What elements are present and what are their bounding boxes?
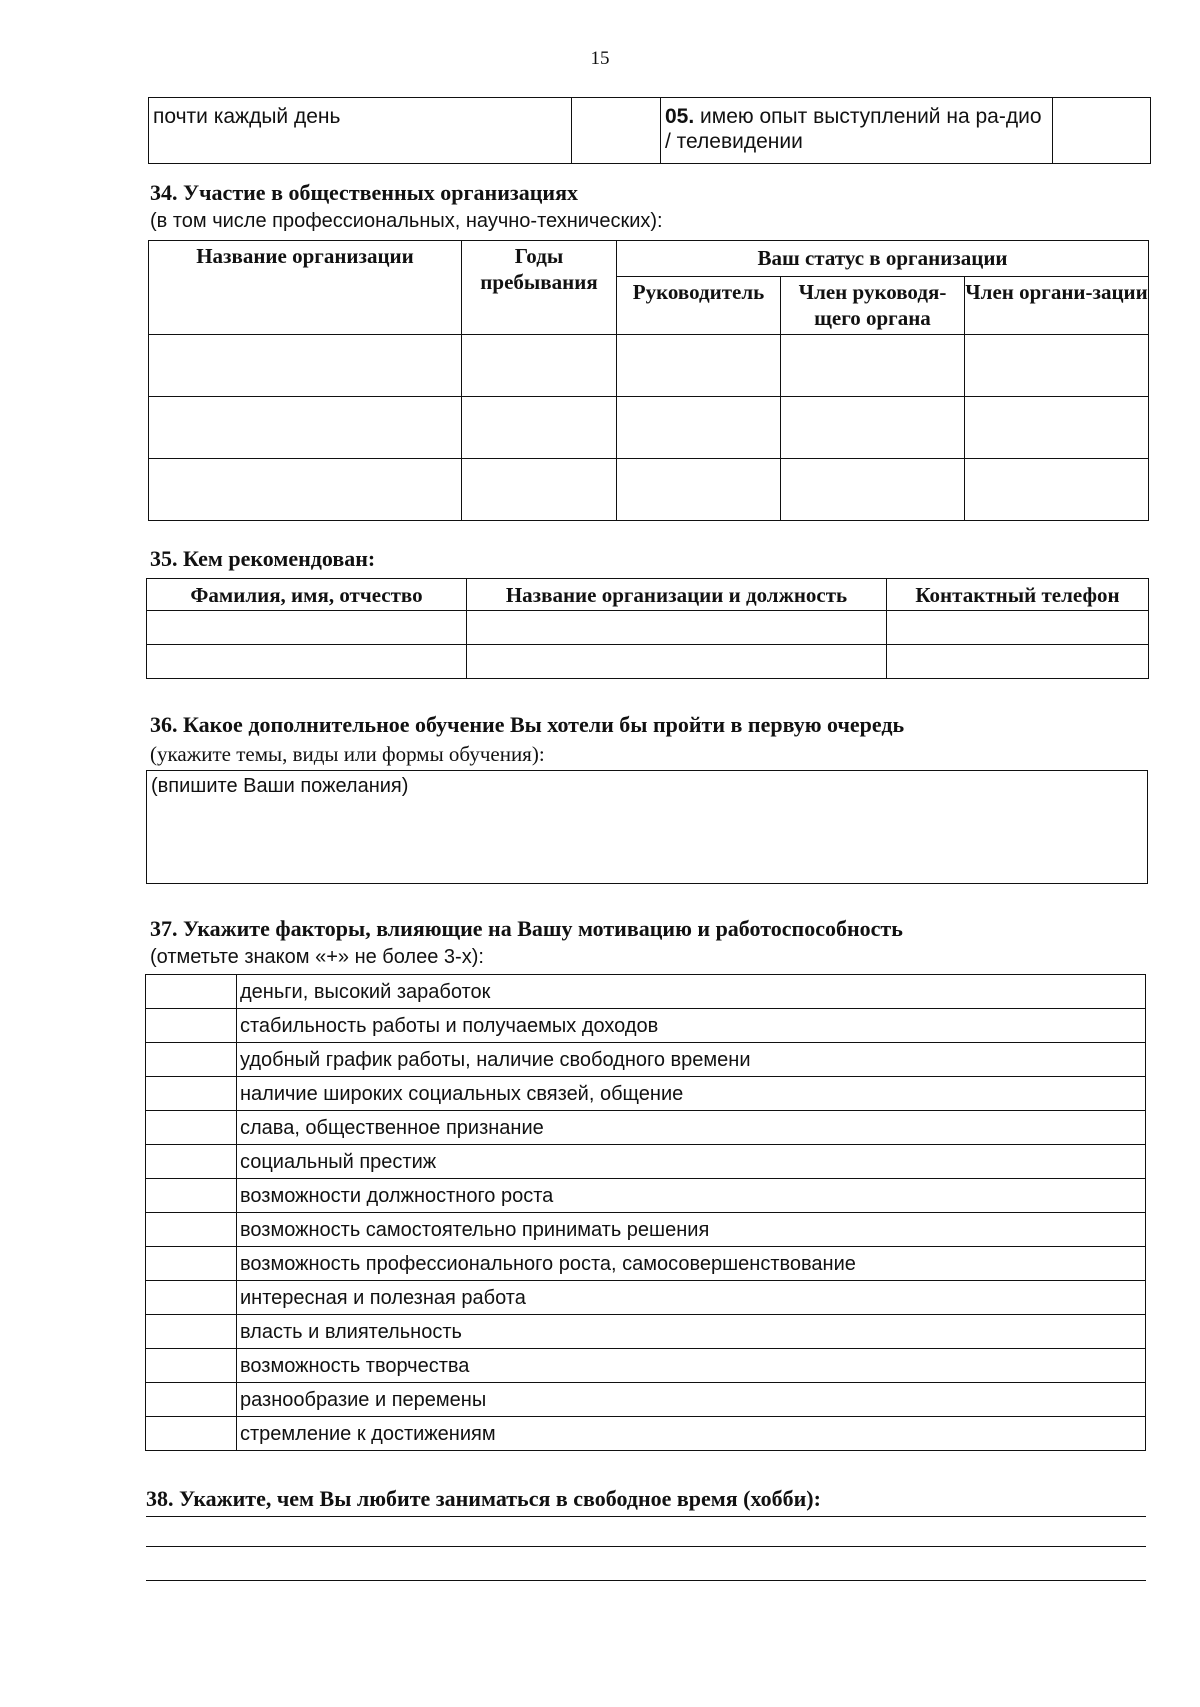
experience-option <box>661 98 1053 164</box>
factor-label: возможность самостоятельно принимать решения <box>237 1213 1146 1247</box>
table-row <box>146 1349 1146 1383</box>
top-continuation-table <box>148 97 1151 164</box>
fio-cell[interactable] <box>147 611 467 645</box>
recommenders-table <box>146 578 1149 679</box>
q35-title: 35. Кем рекомендован: <box>150 546 376 571</box>
factor-checkbox[interactable] <box>146 1315 237 1349</box>
years-cell[interactable] <box>462 335 617 397</box>
org-name-cell[interactable] <box>149 397 462 459</box>
phone-header: Контактный телефон <box>887 579 1149 611</box>
factor-checkbox[interactable] <box>146 1383 237 1417</box>
q36-subtitle: (укажите темы, виды или формы обучения): <box>150 742 545 766</box>
leader-header: Руководитель <box>617 277 781 335</box>
table-row <box>146 1009 1146 1043</box>
org-position-cell[interactable] <box>467 611 887 645</box>
fio-cell[interactable] <box>147 645 467 679</box>
table-row <box>149 335 1149 397</box>
factor-checkbox[interactable] <box>146 1247 237 1281</box>
member-cell[interactable] <box>965 459 1149 521</box>
table-row <box>146 1111 1146 1145</box>
factor-label: интересная и полезная работа <box>237 1281 1146 1315</box>
years-cell[interactable] <box>462 459 617 521</box>
factor-label: разнообразие и перемены <box>237 1383 1146 1417</box>
frequency-option-label: почти каждый день <box>149 98 572 164</box>
table-row <box>146 1383 1146 1417</box>
factor-label: стабильность работы и получаемых доходов <box>237 1009 1146 1043</box>
table-row <box>146 1077 1146 1111</box>
factor-label: деньги, высокий заработок <box>237 975 1146 1009</box>
frequency-checkbox[interactable] <box>572 98 661 164</box>
years-cell[interactable] <box>462 397 617 459</box>
factor-checkbox[interactable] <box>146 1349 237 1383</box>
experience-option-number: 05. <box>665 105 695 128</box>
leader-cell[interactable] <box>617 459 781 521</box>
factor-label: социальный престиж <box>237 1145 1146 1179</box>
table-row <box>147 645 1149 679</box>
factor-checkbox[interactable] <box>146 1077 237 1111</box>
board-member-header: Член руководя-щего органа <box>781 277 965 335</box>
factor-checkbox[interactable] <box>146 1213 237 1247</box>
q34-title: 34. Участие в общественных организациях <box>150 180 578 205</box>
training-wishes-placeholder: (впишите Ваши пожелания) <box>151 775 409 797</box>
table-row <box>146 975 1146 1009</box>
status-header: Ваш статус в организации <box>617 241 1149 277</box>
factor-checkbox[interactable] <box>146 1009 237 1043</box>
table-row <box>149 397 1149 459</box>
factor-label: слава, общественное признание <box>237 1111 1146 1145</box>
phone-cell[interactable] <box>887 645 1149 679</box>
fio-header: Фамилия, имя, отчество <box>147 579 467 611</box>
table-row <box>147 611 1149 645</box>
leader-cell[interactable] <box>617 335 781 397</box>
factor-label: удобный график работы, наличие свободного времени <box>237 1043 1146 1077</box>
table-row <box>149 459 1149 521</box>
q37-title: 37. Укажите факторы, влияющие на Вашу мотивацию и работоспособность <box>150 916 903 941</box>
member-header: Член органи-зации <box>965 277 1149 335</box>
q37-subtitle: (отметьте знаком «+» не более 3-х): <box>150 946 484 968</box>
hobby-line-2[interactable] <box>146 1546 1146 1547</box>
table-row <box>146 1043 1146 1077</box>
factor-checkbox[interactable] <box>146 1111 237 1145</box>
hobby-line-3[interactable] <box>146 1580 1146 1581</box>
factor-label: наличие широких социальных связей, общение <box>237 1077 1146 1111</box>
factor-checkbox[interactable] <box>146 1417 237 1451</box>
training-wishes-field[interactable] <box>146 770 1148 884</box>
table-row <box>146 1247 1146 1281</box>
factor-checkbox[interactable] <box>146 1043 237 1077</box>
years-header: Годы пребывания <box>462 241 617 335</box>
factor-label: возможность профессионального роста, самосовершенствование <box>237 1247 1146 1281</box>
hobby-line-1[interactable] <box>146 1516 1146 1517</box>
org-position-cell[interactable] <box>467 645 887 679</box>
factor-checkbox[interactable] <box>146 1145 237 1179</box>
table-row <box>146 1315 1146 1349</box>
leader-cell[interactable] <box>617 397 781 459</box>
factor-label: власть и влиятельность <box>237 1315 1146 1349</box>
q38-title: 38. Укажите, чем Вы любите заниматься в свободное время (хобби): <box>146 1486 821 1511</box>
table-row <box>146 1213 1146 1247</box>
board-member-cell[interactable] <box>781 459 965 521</box>
member-cell[interactable] <box>965 335 1149 397</box>
org-position-header: Название организации и должность <box>467 579 887 611</box>
page-number: 15 <box>590 48 610 69</box>
board-member-cell[interactable] <box>781 397 965 459</box>
factor-label: возможность творчества <box>237 1349 1146 1383</box>
phone-cell[interactable] <box>887 611 1149 645</box>
experience-checkbox[interactable] <box>1053 98 1151 164</box>
org-name-header: Название организации <box>149 241 462 335</box>
factor-checkbox[interactable] <box>146 1179 237 1213</box>
board-member-cell[interactable] <box>781 335 965 397</box>
q36-title: 36. Какое дополнительное обучение Вы хотели бы пройти в первую очередь <box>150 712 905 737</box>
factor-label: стремление к достижениям <box>237 1417 1146 1451</box>
member-cell[interactable] <box>965 397 1149 459</box>
org-name-cell[interactable] <box>149 459 462 521</box>
motivation-factors-table <box>145 974 1146 1451</box>
table-row <box>146 1281 1146 1315</box>
experience-option-text: имею опыт выступлений на ра-дио / телевидении <box>665 105 1042 153</box>
organizations-table <box>148 240 1149 521</box>
factor-label: возможности должностного роста <box>237 1179 1146 1213</box>
table-row <box>146 1179 1146 1213</box>
q34-subtitle: (в том числе профессиональных, научно-технических): <box>150 210 663 232</box>
factor-checkbox[interactable] <box>146 1281 237 1315</box>
org-name-cell[interactable] <box>149 335 462 397</box>
table-row <box>146 1145 1146 1179</box>
table-row <box>146 1417 1146 1451</box>
factor-checkbox[interactable] <box>146 975 237 1009</box>
